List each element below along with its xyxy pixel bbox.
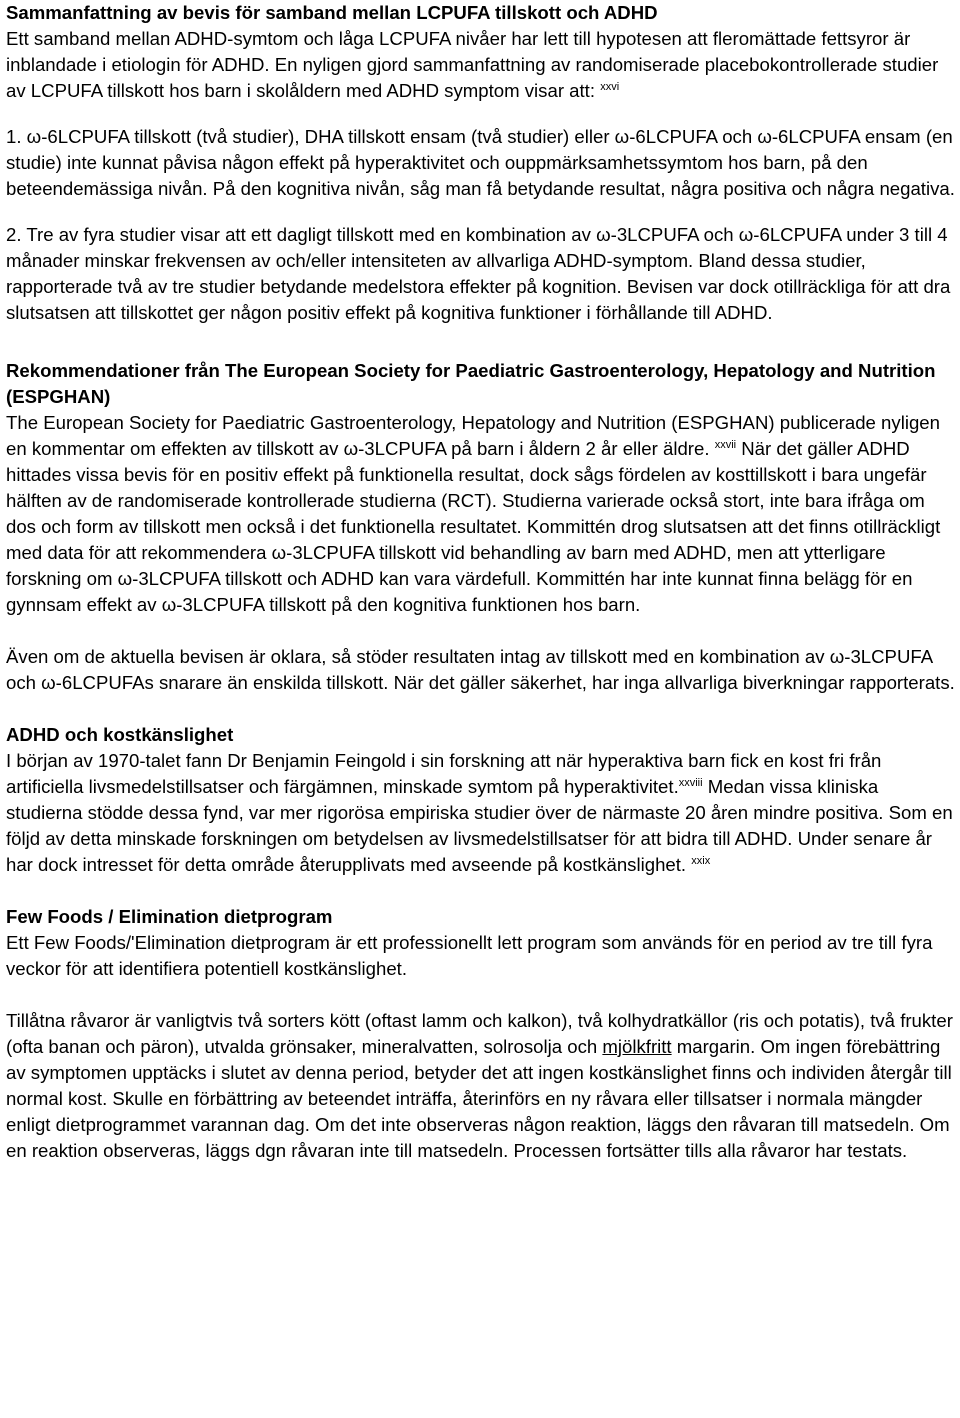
footnote-ref-xxix: xxix [691, 854, 711, 867]
espghan-text-part2: När det gäller ADHD hittades vissa bevis för en positiv effekt på funktionella resultat, dock sågs fördelen av kosttillskott i bara ungefär hälften av de randomiserade kontrollerade studierna (RCT). Studierna varierade också stort, inte bara ifråga om dos och form av tillskott men också i det funktionella resultatet. Kommittén drog slutsatsen att det finns otillräckligt med data för att rekommendera ω-3LCPUFA tillskott vid behandling av barn med ADHD, men att ytterligare forskning om ω-3LCPUFA tillskott och ADHD kan vara värdefull. Kommittén har inte kunnat finna belägg för en gynnsam effekt av ω-3LCPUFA tillskott på den kognitiva funktionen hos barn. [6, 438, 941, 615]
espghan-paragraph [6, 410, 958, 618]
section-heading-few-foods: Few Foods / Elimination dietprogram [6, 906, 333, 927]
diet-sensitivity-text-part1: I början av 1970-talet fann Dr Benjamin Feingold i sin forskning att när hyperaktiva barn fick en kost fri från artificiella livsmedelstillsatser och färgämnen, minskade symtom på hyperaktivitet. [6, 750, 882, 797]
footnote-ref-xxvi: xxvi [600, 80, 620, 93]
footnote-ref-xxviii: xxviii [678, 776, 703, 789]
mjolkfritt-link[interactable]: mjölkfritt [602, 1036, 672, 1057]
few-foods-text-part2: margarin. Om ingen förebättring av symptomen upptäcks i slutet av denna period, betyder det att ingen kostkänslighet finns och individen återgår till normal kost. Skulle en förbättring av beteendet inträffa, återinförs en ny råvara eller tillsatser i normala mängder enligt dietprogrammet varannan dag. Om det inte observeras någon reaktion, läggs den råvaran till matsedeln. Om en reaktion observeras, läggs dgn råvaran inte till matsedeln. Processen fortsätter tills alla råvaror har testats. [6, 1036, 952, 1161]
espghan-text-part1: The European Society for Paediatric Gastroenterology, Hepatology and Nutrition (ESPGHAN) publicerade nyligen en kommentar om effekten av tillskott av ω-3LCPUFA på barn i åldern 2 år eller äldre. [6, 412, 940, 459]
diet-sensitivity-text-part2: Medan vissa kliniska studierna stödde dessa fynd, var mer rigorösa empiriska studier över de närmaste 20 åren mindre positiva. Som en följd av detta minskade forskningen om betydelsen av livsmedelstillsatser för att bidra till ADHD. Under senare år har dock intresset för detta område återupplivats med avseende på kostkänslighet. [6, 776, 953, 875]
footnote-ref-xxvii: xxvii [714, 438, 737, 451]
evidence-followup-paragraph: Även om de aktuella bevisen är oklara, så stöder resultaten intag av tillskott med en kombination av ω-3LCPUFA och ω-6LCPUFAs snarare än enskilda tillskott. När det gäller säkerhet, har inga allvarliga biverkningar rapporterats. [6, 646, 955, 693]
few-foods-text-part1: Tillåtna råvaror är vanligtvis två sorters kött (oftast lamm och kalkon), två kolhydratkällor (ris och potatis), två frukter (ofta banan och päron), utvalda grönsaker, mineralvatten, solrosolja och [6, 1010, 953, 1057]
few-foods-intro-paragraph: Ett Few Foods/'Elimination dietprogram är ett professionellt lett program som används för en period av tre till fyra veckor för att identifiera potentiell kostkänslighet. [6, 932, 933, 979]
summary-point-2: 2. Tre av fyra studier visar att ett dagligt tillskott med en kombination av ω-3LCPUFA och ω-6LCPUFA under 3 till 4 månader minskar frekvensen av och/eller intensiteten av allvarliga ADHD-symptom. Bland dessa studier, rapporterade två av tre studier betydande medelstora effekter på kognition. Bevisen var dock otillräckliga för att dra slutsatsen att tillskottet ger någon positiv effekt på kognitiva funktioner i förhållande till ADHD. [6, 224, 951, 323]
summary-point-1: 1. ω-6LCPUFA tillskott (två studier), DHA tillskott ensam (två studier) eller ω-6LCPUFA och ω-6LCPUFA ensam (en studie) inte kunnat påvisa någon effekt på hyperaktivitet och ouppmärksamhetssymtom hos barn, på den beteendemässiga nivån. På den kognitiva nivån, såg man få betydande resultat, några positiva och några negativa. [6, 126, 955, 199]
document-page [6, 0, 958, 1164]
section-heading-summary: Sammanfattning av bevis för samband mellan LCPUFA tillskott och ADHD [6, 2, 658, 23]
section-heading-espghan: Rekommendationer från The European Society for Paediatric Gastroenterology, Hepatology and Nutrition (ESPGHAN) [6, 360, 936, 407]
summary-intro-text: Ett samband mellan ADHD-symtom och låga LCPUFA nivåer har lett till hypotesen att fleromättade fettsyror är inblandade i etiologin för ADHD. En nyligen gjord sammanfattning av randomiserade placebokontrollerade studier av LCPUFA tillskott hos barn i skolåldern med ADHD symptom visar att: [6, 28, 939, 101]
section-heading-diet-sensitivity: ADHD och kostkänslighet [6, 724, 234, 745]
few-foods-details-paragraph [6, 1008, 958, 1164]
diet-sensitivity-paragraph [6, 748, 958, 878]
summary-intro-paragraph [6, 26, 958, 104]
